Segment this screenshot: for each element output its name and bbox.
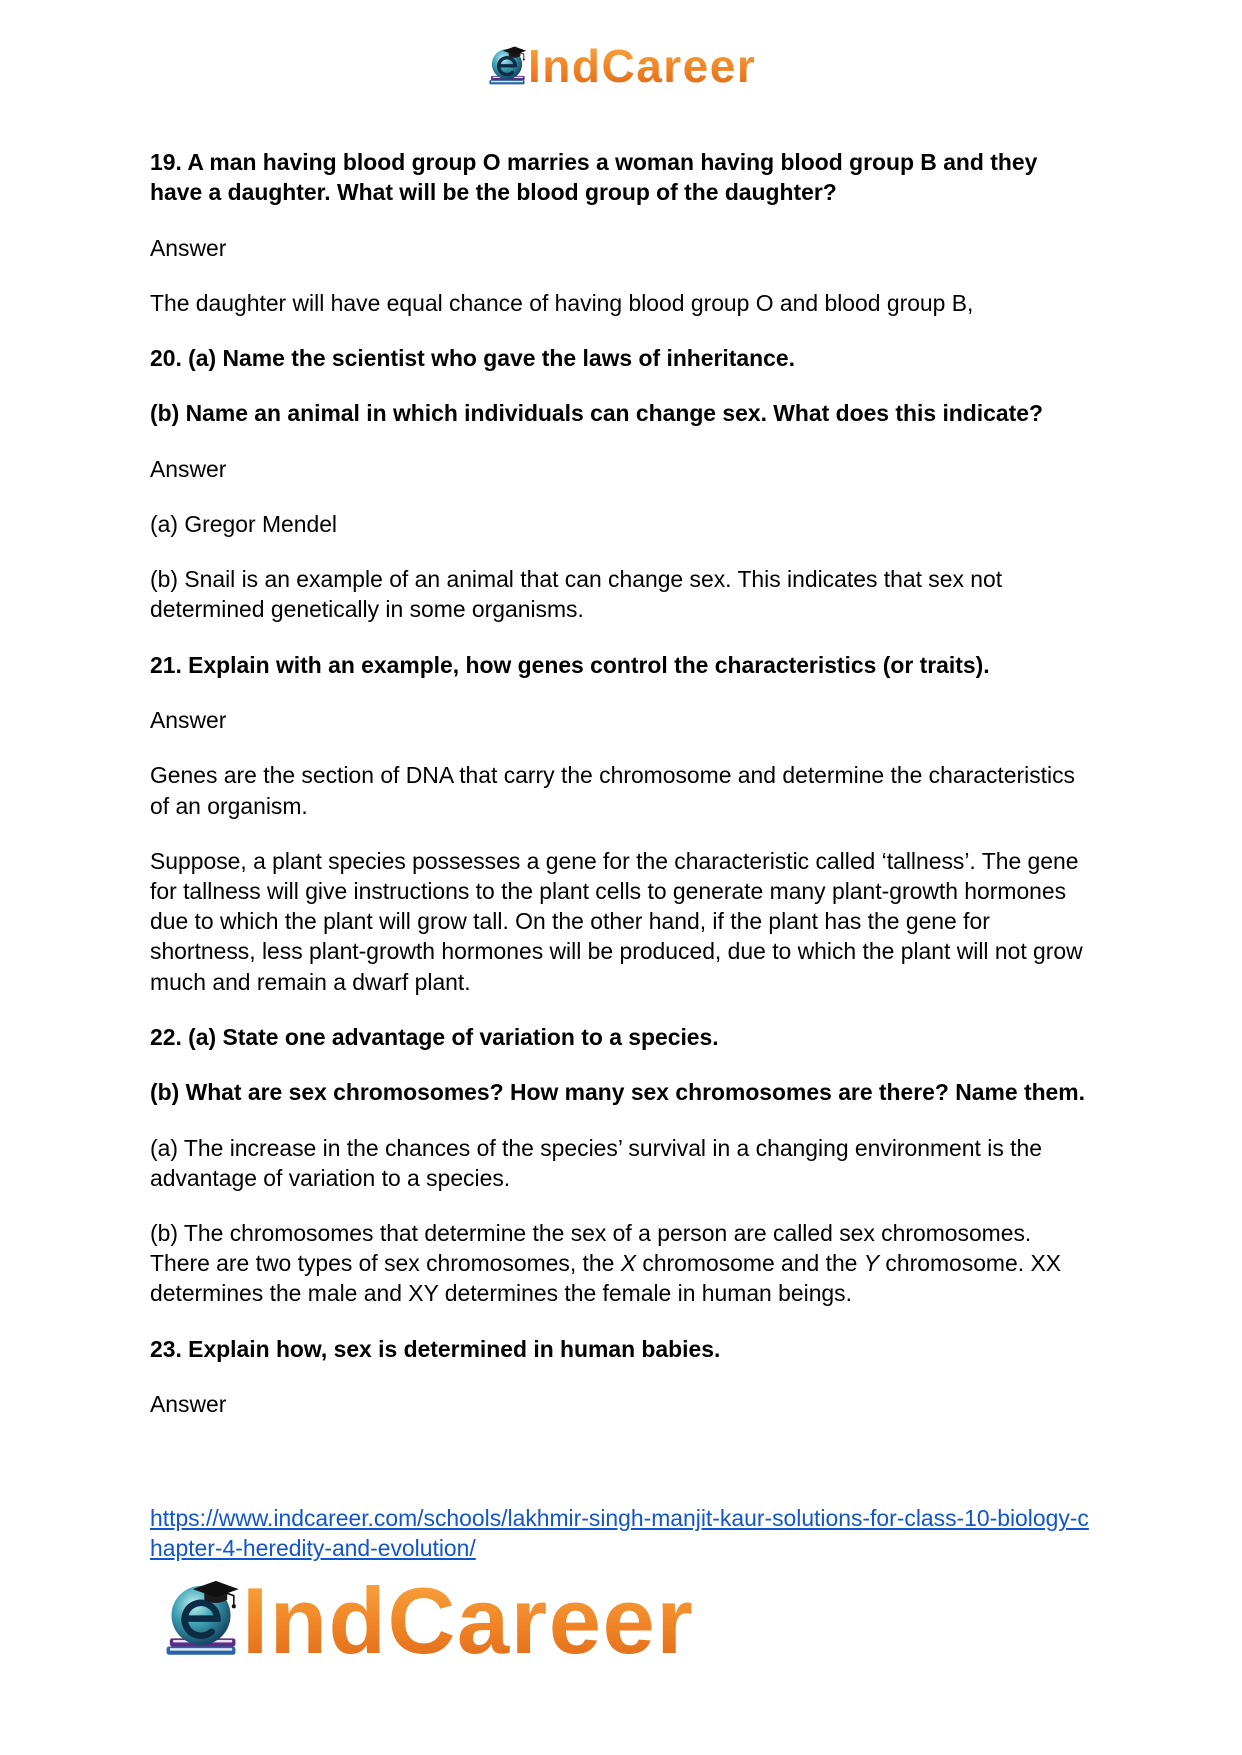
y-chromosome-label: Y xyxy=(863,1250,880,1277)
answer-text-segment: chromosome and the xyxy=(636,1250,864,1277)
header-logo xyxy=(486,40,758,92)
answer-text: (a) Gregor Mendel xyxy=(150,510,338,537)
question-prompt: 23. Explain how, sex is determined in human babies. xyxy=(150,1335,721,1362)
question-prompt: 21. Explain with an example, how genes control the characteristics (or traits). xyxy=(150,651,990,678)
footer-logo xyxy=(160,1568,700,1673)
answer-label: Answer xyxy=(150,455,227,482)
question-23 xyxy=(150,1334,1094,1420)
answer-text-segment: (b) The chromosomes that determine the sex of a person are called sex chromosomes. There are two types of sex chromosomes, the xyxy=(150,1220,1032,1277)
source-url-link[interactable]: https://www.indcareer.com/schools/lakhmir-singh-manjit-kaur-solutions-for-class-10-biology-chapter-4-heredity-and-evolution/ xyxy=(150,1505,1089,1562)
logo-wordmark: IndCareer xyxy=(242,1568,695,1673)
question-prompt: (b) Name an animal in which individuals can change sex. What does this indicate? xyxy=(150,400,1043,427)
answer-label: Answer xyxy=(150,1391,227,1418)
answer-text: (b) Snail is an example of an animal that can change sex. This indicates that sex not determined genetically in some organisms. xyxy=(150,566,1003,623)
graduation-globe-icon xyxy=(486,44,528,86)
logo-wordmark: IndCareer xyxy=(528,40,757,92)
question-20 xyxy=(150,343,1094,625)
answer-text: (a) The increase in the chances of the species’ survival in a changing environment is the advantage of variation to a species. xyxy=(150,1134,1042,1191)
question-prompt: 19. A man having blood group O marries a woman having blood group B and they have a daughter. What will be the blood group of the daughter? xyxy=(150,149,1038,206)
answer-text xyxy=(150,1218,1094,1309)
question-prompt: 20. (a) Name the scientist who gave the laws of inheritance. xyxy=(150,345,795,372)
answer-text: The daughter will have equal chance of having blood group O and blood group B, xyxy=(150,289,974,316)
graduation-globe-icon xyxy=(160,1576,242,1658)
question-19 xyxy=(150,147,1094,318)
question-22 xyxy=(150,1022,1094,1309)
question-prompt: 22. (a) State one advantage of variation to a species. xyxy=(150,1023,719,1050)
question-prompt: (b) What are sex chromosomes? How many sex chromosomes are there? Name them. xyxy=(150,1079,1085,1106)
answer-label: Answer xyxy=(150,707,227,734)
answer-text-segment: chromosome. XX determines the male and XY determines the female in human beings. xyxy=(150,1250,1061,1307)
answer-text: Suppose, a plant species possesses a gene for the characteristic called ‘tallness’. The gene for tallness will give instructions to the plant cells to generate many plant-growth hormones due to which the plant will grow tall. On the other hand, if the plant has the gene for shortness, less plant-growth hormones will be produced, due to which the plant will not grow much and remain a dwarf plant. xyxy=(150,847,1083,995)
question-21 xyxy=(150,650,1094,997)
answer-text: Genes are the section of DNA that carry the chromosome and determine the characteristics of an organism. xyxy=(150,762,1075,819)
answer-label: Answer xyxy=(150,234,227,261)
question-answer-content xyxy=(150,147,1094,1444)
x-chromosome-label: X xyxy=(620,1250,637,1277)
